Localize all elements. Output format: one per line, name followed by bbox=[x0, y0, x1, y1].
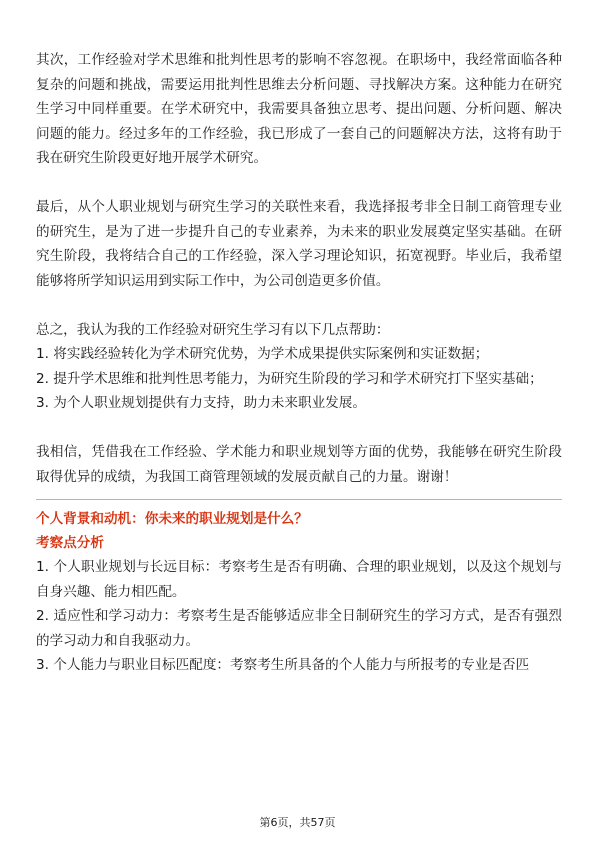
analysis-point: 3. 个人能力与职业目标匹配度：考察考生所具备的个人能力与所报考的专业是否匹 bbox=[36, 657, 530, 673]
document-body bbox=[36, 48, 562, 678]
summary-intro: 总之，我认为我的工作经验对研究生学习有以下几点帮助： bbox=[36, 321, 390, 338]
analysis-point: 2. 适应性和学习动力：考察考生是否能够适应非全日制研究生的学习方式，是否有强烈的学习动力和自我驱动力。 bbox=[36, 608, 562, 649]
analysis-point: 1. 个人职业规划与长远目标：考察考生是否有明确、合理的职业规划，以及这个规划与自身兴趣、能力相匹配。 bbox=[36, 559, 562, 600]
question-title: 个人背景和动机：你未来的职业规划是什么？ bbox=[36, 511, 308, 527]
analysis-heading: 考察点分析 bbox=[36, 535, 104, 551]
section-divider bbox=[36, 499, 562, 500]
summary-item: 2. 提升学术思维和批判性思考能力，为研究生阶段的学习和学术研究打下坚实基础； bbox=[36, 370, 543, 387]
summary-item: 1. 将实践经验转化为学术研究优势，为学术成果提供实际案例和实证数据； bbox=[36, 346, 489, 362]
page-number: 第6页，共57页 bbox=[259, 816, 336, 829]
analysis-points bbox=[36, 555, 562, 678]
summary-section bbox=[36, 318, 562, 416]
paragraph-closing: 我相信，凭借我在工作经验、学术能力和职业规划等方面的优势，我能够在研究生阶段取得优异的成绩，为我国工商管理领域的发展贡献自己的力量。谢谢！ bbox=[36, 444, 562, 485]
summary-item: 3. 为个人职业规划提供有力支持，助力未来职业发展。 bbox=[36, 395, 366, 411]
paragraph-career-plan: 最后，从个人职业规划与研究生学习的关联性来看，我选择报考非全日制工商管理专业的研究生，是为了进一步提升自己的专业素养，为未来的职业发展奠定坚实基础。在研究生阶段，我将结合自己的工作经验，深入学习理论知识，拓宽视野。毕业后，我希望能够将所学知识运用到实际工作中，为公司创造更多价值。 bbox=[36, 199, 562, 289]
paragraph-work-experience: 其次，工作经验对学术思维和批判性思考的影响不容忽视。在职场中，我经常面临各种复杂的问题和挑战，需要运用批判性思维去分析问题、寻找解决方案。这种能力在研究生学习中同样重要。在学术研究中，我需要具备独立思考、提出问题、分析问题、解决问题的能力。经过多年的工作经验，我已形成了一套自己的问题解决方法，这将有助于我在研究生阶段更好地开展学术研究。 bbox=[36, 52, 562, 166]
